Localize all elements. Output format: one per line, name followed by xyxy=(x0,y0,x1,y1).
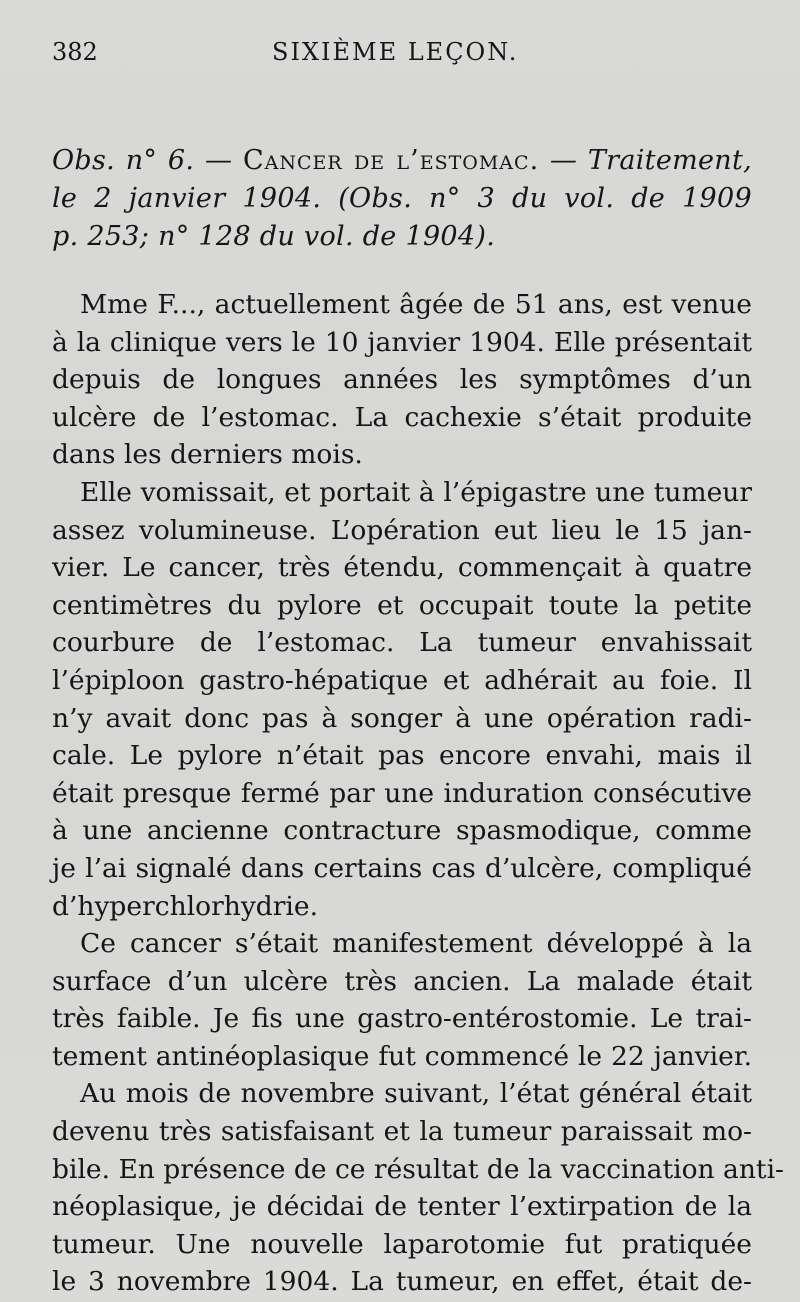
body-line: l’épiploon gastro-hépatique et adhérait au foie. Il xyxy=(52,664,752,696)
body-line: je l’ai signalé dans certains cas d’ulcère, compliqué xyxy=(52,852,752,884)
body-line: Mme F..., actuellement âgée de 51 ans, est venue xyxy=(80,289,752,320)
body-line: très faible. Je fis une gastro-entérostomie. Le trai- xyxy=(52,1003,752,1035)
body-line: dans les derniers mois. xyxy=(52,439,363,471)
body-line: le 3 novembre 1904. La tumeur, en effet, était de- xyxy=(52,1266,752,1298)
observation-heading-line-2: le 2 janvier 1904. (Obs. n° 3 du vol. de 1909 xyxy=(52,183,752,214)
body-line: néoplasique, je décidai de tenter l’extirpation de la xyxy=(52,1191,752,1223)
body-line: assez volumineuse. L’opération eut lieu le 15 jan- xyxy=(52,514,752,546)
chapter-title: SIXIÈME LEÇON. xyxy=(272,38,519,66)
body-line: d’hyperchlorhydrie. xyxy=(52,890,318,922)
body-line: centimètres du pylore et occupait toute la petite xyxy=(52,589,752,621)
running-head xyxy=(52,38,752,80)
body-line: à la clinique vers le 10 janvier 1904. Elle présentait xyxy=(52,326,752,358)
body-line: depuis de longues années les symptômes d’un xyxy=(52,364,752,396)
observation-heading xyxy=(52,142,752,256)
observation-heading-line-1 xyxy=(52,142,752,180)
body-line: ulcère de l’estomac. La cachexie s’était produite xyxy=(52,401,752,433)
body-line: à une ancienne contracture spasmodique, comme xyxy=(52,815,752,847)
observation-heading-line-3: p. 253; n° 128 du vol. de 1904). xyxy=(52,221,496,252)
body-line: était presque fermé par une induration consécutive xyxy=(52,777,752,809)
body-line: tumeur. Une nouvelle laparotomie fut pratiquée xyxy=(52,1228,752,1260)
body-line: bile. En présence de ce résultat de la vaccination anti- xyxy=(52,1153,784,1185)
body-line: Elle vomissait, et portait à l’épigastre une tumeur xyxy=(80,476,752,508)
page-number: 382 xyxy=(52,38,98,66)
body-line: surface d’un ulcère très ancien. La malade était xyxy=(52,965,752,997)
observation-treatment: — Traitement, xyxy=(539,145,752,176)
body-line: n’y avait donc pas à songer à une opération radi- xyxy=(52,702,752,734)
observation-subject: Cancer de l’estomac. xyxy=(242,145,540,176)
body-line: cale. Le pylore n’était pas encore envahi, mais il xyxy=(52,740,752,772)
body-line: Ce cancer s’était manifestement développé à la xyxy=(80,928,752,960)
body-line: courbure de l’estomac. La tumeur envahissait xyxy=(52,627,752,659)
body-line: tement antinéoplasique fut commencé le 22 janvier. xyxy=(52,1040,752,1072)
body-line: devenu très satisfaisant et la tumeur paraissait mo- xyxy=(52,1116,752,1148)
observation-label: Obs. n° 6. — xyxy=(52,145,243,176)
body-line: vier. Le cancer, très étendu, commençait à quatre xyxy=(52,552,752,584)
body-text xyxy=(52,286,784,1301)
body-line: Au mois de novembre suivant, l’état général était xyxy=(80,1078,752,1110)
